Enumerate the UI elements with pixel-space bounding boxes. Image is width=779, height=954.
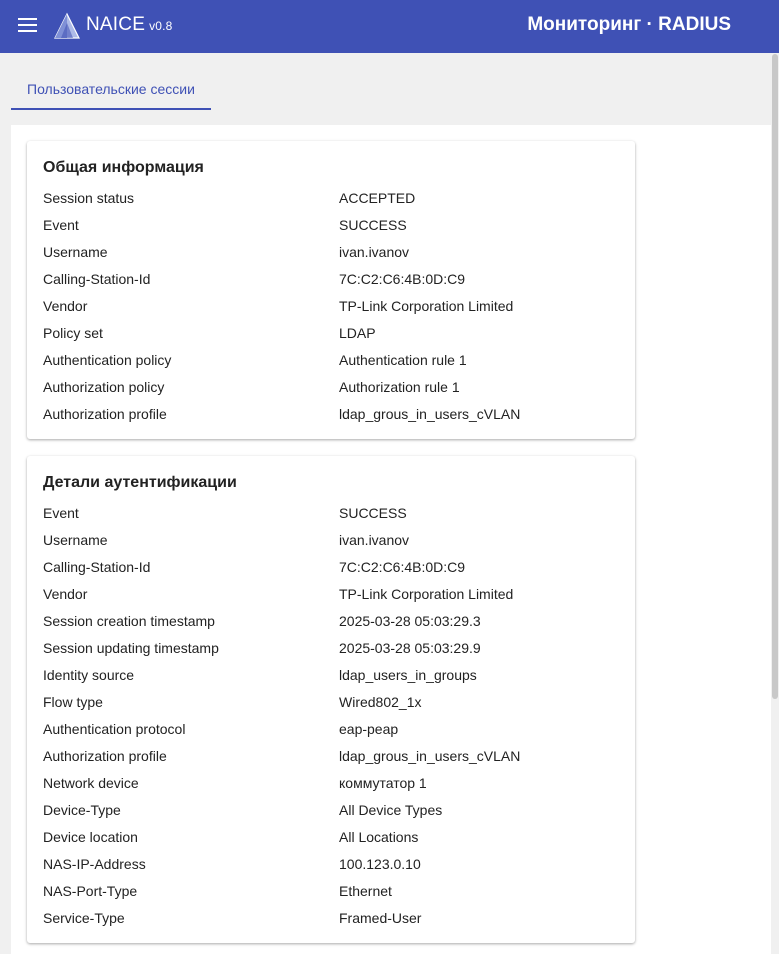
page-scrollbar[interactable] bbox=[771, 53, 779, 954]
info-row bbox=[43, 880, 623, 907]
general-info-list bbox=[43, 187, 623, 430]
tab-user-sessions[interactable]: Пользовательские сессии bbox=[11, 70, 211, 110]
info-row bbox=[43, 691, 623, 718]
info-row bbox=[43, 772, 623, 799]
info-row-value: ldap_grous_in_users_cVLAN bbox=[339, 748, 521, 764]
scrollbar-thumb[interactable] bbox=[772, 54, 778, 699]
app-version: v0.8 bbox=[149, 19, 173, 33]
info-row bbox=[43, 637, 623, 664]
info-row-value: Ethernet bbox=[339, 883, 392, 899]
info-row-value: 2025-03-28 05:03:29.9 bbox=[339, 640, 481, 656]
info-row bbox=[43, 853, 623, 880]
info-row bbox=[43, 502, 623, 529]
info-row bbox=[43, 376, 623, 403]
info-row-value: LDAP bbox=[339, 325, 376, 341]
info-row bbox=[43, 187, 623, 214]
info-row bbox=[43, 826, 623, 853]
info-row bbox=[43, 529, 623, 556]
info-row-label: Event bbox=[43, 217, 79, 233]
auth-details-title: Детали аутентификации bbox=[43, 474, 237, 491]
general-info-card bbox=[27, 141, 635, 439]
info-row-label: Policy set bbox=[43, 325, 103, 341]
general-info-title: Общая информация bbox=[43, 159, 204, 176]
info-row bbox=[43, 799, 623, 826]
auth-details-list bbox=[43, 502, 623, 934]
info-row-value: All Locations bbox=[339, 829, 419, 845]
info-row-value: Wired802_1x bbox=[339, 694, 422, 710]
auth-details-card bbox=[27, 456, 635, 943]
info-row-value: ivan.ivanov bbox=[339, 244, 410, 260]
tab-bar bbox=[11, 70, 211, 110]
info-row-value: 7C:C2:C6:4B:0D:C9 bbox=[339, 559, 466, 575]
info-row-label: Network device bbox=[43, 775, 139, 791]
top-app-bar bbox=[0, 0, 779, 53]
info-row-label: Session status bbox=[43, 190, 135, 206]
info-row-label: Flow type bbox=[43, 694, 103, 710]
info-row bbox=[43, 403, 623, 430]
info-row bbox=[43, 745, 623, 772]
info-row-value: ACCEPTED bbox=[339, 190, 416, 206]
info-row bbox=[43, 664, 623, 691]
info-row-label: Username bbox=[43, 244, 108, 260]
info-row-value: ivan.ivanov bbox=[339, 532, 410, 548]
info-row-label: Device-Type bbox=[43, 802, 121, 818]
info-row-label: Authentication protocol bbox=[43, 721, 186, 737]
info-row-value: eap-peap bbox=[339, 721, 399, 737]
info-row-label: Authentication policy bbox=[43, 352, 172, 368]
info-row bbox=[43, 556, 623, 583]
info-row-label: Calling-Station-Id bbox=[43, 271, 151, 287]
info-row-label: Vendor bbox=[43, 298, 88, 314]
info-row-value: 2025-03-28 05:03:29.3 bbox=[339, 613, 481, 629]
hamburger-menu-icon[interactable] bbox=[18, 18, 38, 34]
info-row-label: NAS-Port-Type bbox=[43, 883, 138, 899]
info-row-value: 100.123.0.10 bbox=[339, 856, 421, 872]
info-row-label: Calling-Station-Id bbox=[43, 559, 151, 575]
info-row bbox=[43, 583, 623, 610]
info-row-value: SUCCESS bbox=[339, 217, 407, 233]
info-row-value: ldap_grous_in_users_cVLAN bbox=[339, 406, 521, 422]
info-row-label: Event bbox=[43, 505, 79, 521]
info-row bbox=[43, 214, 623, 241]
info-row-label: Device location bbox=[43, 829, 138, 845]
info-row-value: TP-Link Corporation Limited bbox=[339, 586, 514, 602]
info-row bbox=[43, 241, 623, 268]
page-title: Мониторинг · RADIUS bbox=[527, 14, 731, 35]
info-row-value: Framed-User bbox=[339, 910, 422, 926]
info-row-value: SUCCESS bbox=[339, 505, 407, 521]
info-row-value: коммутатор 1 bbox=[339, 775, 427, 791]
info-row bbox=[43, 718, 623, 745]
info-row bbox=[43, 322, 623, 349]
info-row-label: Identity source bbox=[43, 667, 135, 683]
info-row bbox=[43, 268, 623, 295]
info-row-label: Session updating timestamp bbox=[43, 640, 219, 656]
info-row-value: TP-Link Corporation Limited bbox=[339, 298, 514, 314]
info-row-value: Authorization rule 1 bbox=[339, 379, 460, 395]
info-row-label: Authorization profile bbox=[43, 748, 167, 764]
info-row-value: Authentication rule 1 bbox=[339, 352, 467, 368]
info-row bbox=[43, 907, 623, 934]
info-row-label: Authorization profile bbox=[43, 406, 167, 422]
info-row-label: NAS-IP-Address bbox=[43, 856, 146, 872]
info-row-value: 7C:C2:C6:4B:0D:C9 bbox=[339, 271, 466, 287]
info-row bbox=[43, 295, 623, 322]
app-brand bbox=[86, 14, 173, 36]
info-row-label: Service-Type bbox=[43, 910, 125, 926]
info-row-value: ldap_users_in_groups bbox=[339, 667, 477, 683]
info-row bbox=[43, 610, 623, 637]
naice-logo-icon bbox=[53, 12, 81, 40]
app-name: NAICE bbox=[86, 14, 146, 35]
info-row bbox=[43, 349, 623, 376]
content-panel bbox=[11, 125, 771, 954]
info-row-label: Session creation timestamp bbox=[43, 613, 215, 629]
info-row-label: Username bbox=[43, 532, 108, 548]
info-row-value: All Device Types bbox=[339, 802, 443, 818]
info-row-label: Vendor bbox=[43, 586, 88, 602]
info-row-label: Authorization policy bbox=[43, 379, 165, 395]
